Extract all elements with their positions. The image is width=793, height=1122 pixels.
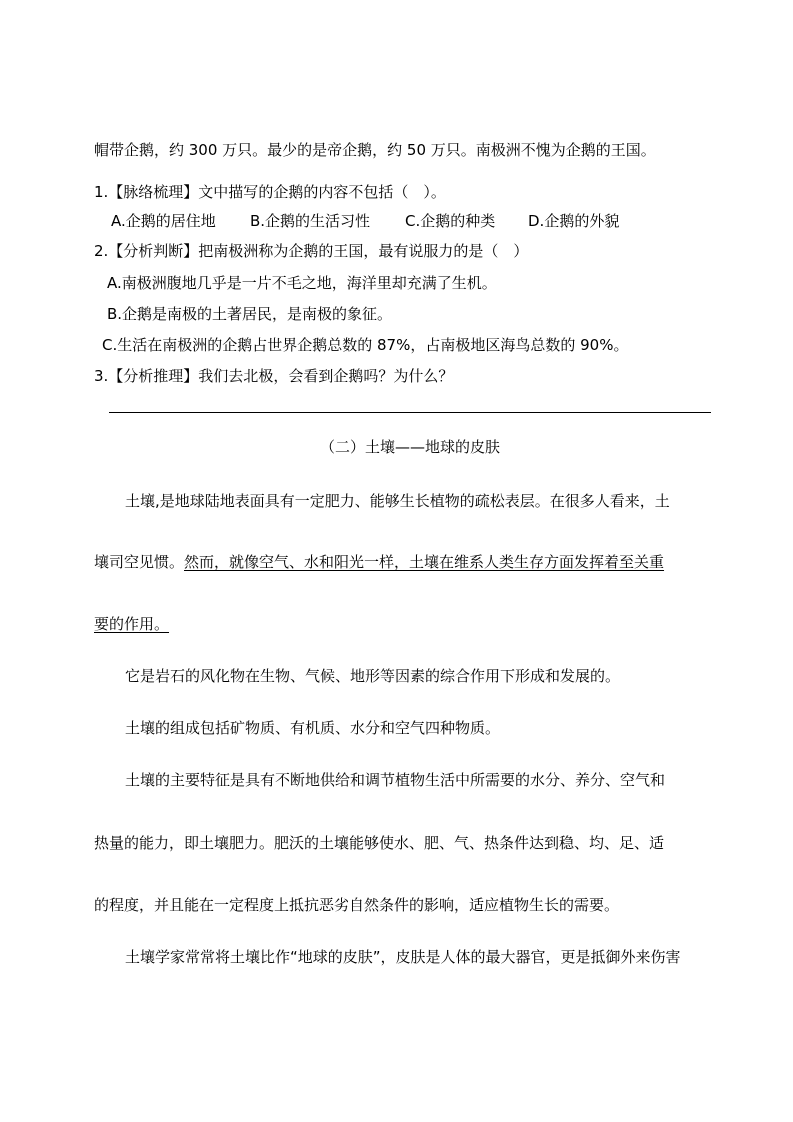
question-1-option-a: A.企鹅的居住地 <box>111 212 216 230</box>
section-title: （二）土壤——地球的皮肤 <box>319 438 500 456</box>
intro-tail-text: 帽带企鹅，约 300 万只。最少的是帝企鹅，约 50 万只。南极洲不愧为企鹅的王国。 <box>94 141 656 159</box>
question-1-option-b: B.企鹅的生活习性 <box>250 212 371 230</box>
question-3-stem: 3.【分析推理】我们去北极，会看到企鹅吗？为什么？ <box>94 367 454 385</box>
question-1-stem: 1.【脉络梳理】文中描写的企鹅的内容不包括（ ）。 <box>94 183 446 201</box>
paragraph-1-line-1: 土壤,是地球陆地表面具有一定肥力、能够生长植物的疏松表层。在很多人看来，土 <box>125 492 670 510</box>
question-2-option-c: C.生活在南极洲的企鹅占世界企鹅总数的 87%，占南极地区海鸟总数的 90%。 <box>102 336 629 354</box>
paragraph-1-line-3: 要的作用。 <box>94 615 170 633</box>
question-1-option-d: D.企鹅的外貌 <box>528 212 620 230</box>
paragraph-4-line-3: 的程度，并且能在一定程度上抵抗恶劣自然条件的影响，适应植物生长的需要。 <box>94 896 620 914</box>
paragraph-1-underlined: 然而，就像空气、水和阳光一样，土壤在维系人类生存方面发挥着至关重 <box>184 553 665 571</box>
answer-line <box>109 412 711 413</box>
question-2-option-a: A.南极洲腹地几乎是一片不毛之地，海洋里却充满了生机。 <box>107 274 497 292</box>
question-2-stem: 2.【分析判断】把南极洲称为企鹅的王国，最有说服力的是（ ） <box>94 242 529 260</box>
paragraph-4-line-2: 热量的能力，即土壤肥力。肥沃的土壤能够使水、肥、气、热条件达到稳、均、足、适 <box>94 834 665 852</box>
paragraph-2: 它是岩石的风化物在生物、气候、地形等因素的综合作用下形成和发展的。 <box>125 667 621 685</box>
paragraph-1-line-2 <box>94 552 664 572</box>
paragraph-5-line-1: 土壤学家常常将土壤比作“地球的皮肤”，皮肤是人体的最大器官，更是抵御外来伤害 <box>125 948 681 966</box>
paragraph-1-plain: 壤司空见惯。 <box>94 553 185 571</box>
paragraph-3: 土壤的组成包括矿物质、有机质、水分和空气四种物质。 <box>125 719 501 737</box>
question-2-option-b: B.企鹅是南极的土著居民，是南极的象征。 <box>107 305 393 323</box>
paragraph-4-line-1: 土壤的主要特征是具有不断地供给和调节植物生活中所需要的水分、养分、空气和 <box>125 771 666 789</box>
question-1-option-c: C.企鹅的种类 <box>405 212 496 230</box>
